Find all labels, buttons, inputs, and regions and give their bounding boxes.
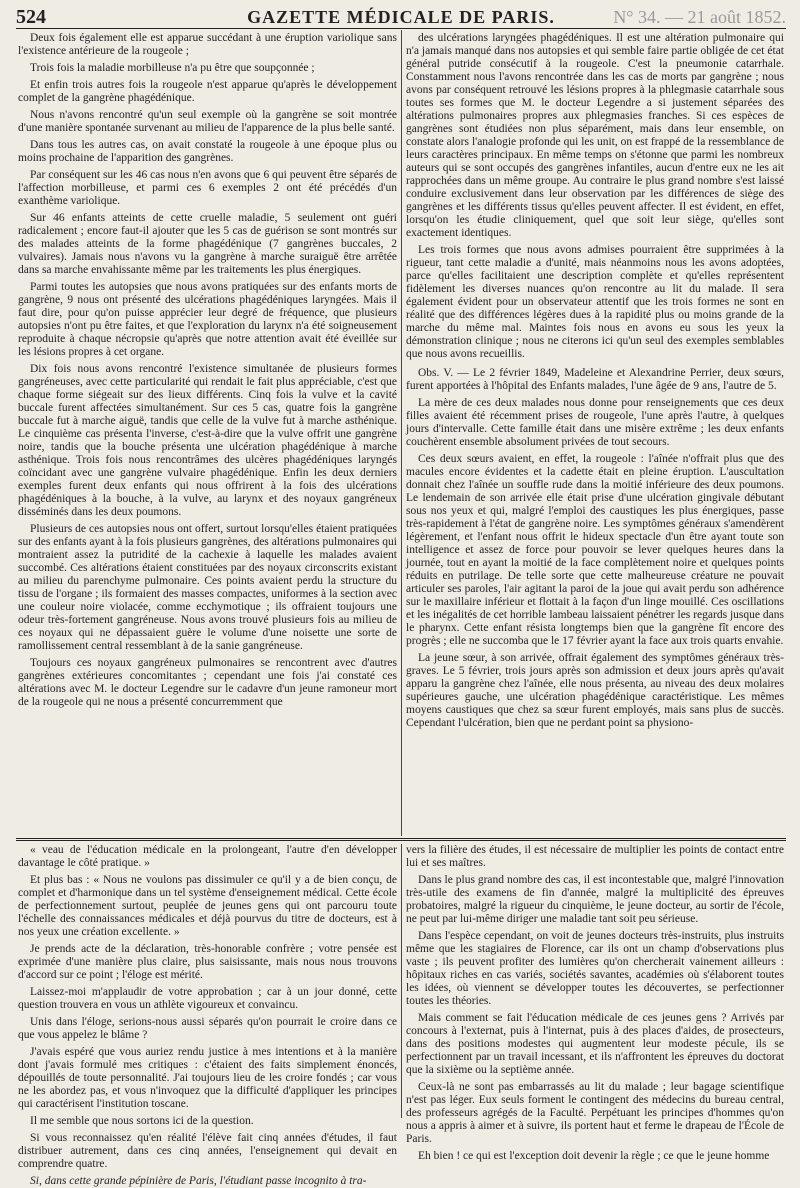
paragraph: Mais comment se fait l'éducation médicale de ces jeunes gens ? Arrivés par concours à l'externat, puis à l'internat, puis à des places d'aides, de prosecteurs, dans des positions modestes qui augmentent leur modeste pécule, ils se perfectionnent par un travail incessant, et ils n'affrontent les épreuves du doctorat que la sixième ou la septième année.	[406, 1012, 784, 1076]
paragraph: Eh bien ! ce qui est l'exception doit devenir la règle ; ce que le jeune homme	[418, 1150, 770, 1162]
column-divider	[401, 844, 402, 1118]
article-column-right	[406, 32, 784, 834]
paragraph: Toujours ces noyaux gangréneux pulmonaires se rencontrent avec d'autres gangrènes extérieures concomitantes ; cependant une fois j'ai constaté ces altérations avec M. le docteur Legendre sur le cadavre d'un jeune ramoneur mort de la rougeole qui ne nous a présenté concurremment que	[18, 657, 397, 708]
journal-title: GAZETTE MÉDICALE DE PARIS.	[247, 7, 555, 27]
paragraph: des ulcérations laryngées phagédéniques. Il est une altération pulmonaire qui n'a jamais manqué dans nos autopsies et qui semble faire partie obligée de cet état général putride consécutif à la rougeole. C'est la pneumonie catarrhale. Constamment nous l'avons rencontrée dans les cas de morts par gangrène ; nous avons par conséquent retrouvé les lésions propres à la phlegmasie catarrhale sous toutes ses formes que M. le docteur Legendre a si justement séparées des altérations pulmonaires propres aux phlegmasies franches. Si ces espèces de gangrènes sont étudiées non plus séparément, mais dans leur ensemble, on constate alors l'analogie profonde qui les unit, on est frappé de la ressemblance de leurs caractères principaux. En même temps on s'étonne que parmi les nombreux auteurs qui se sont occupés des gangrènes infantiles, aucun d'entre eux ne les ait rapprochées dans un même groupe. Au contraire le plus grand nombre s'est laissé conduire exclusivement dans leur observation par les différences de siège des gangrènes et les différents tissus qu'elles peuvent affecter. Il est évident, en effet, lorsqu'on les étudie cliniquement, quel que soit leur siège, qu'elles sont exactement identiques.	[406, 32, 784, 239]
section-divider	[16, 838, 786, 841]
paragraph: Dans l'espèce cependant, on voit de jeunes docteurs très-instruits, plus instruits même que les stagiaires de Florence, car ils ont un champ d'observations plus vaste ; ils peuvent profiter des lumières qu'on chercherait vainement ailleurs : hôpitaux riches en cas variés, sociétés savantes, académies où s'élaborent toutes les idées, où viennent se développer toutes les découvertes, se perfectionner toutes les théories.	[406, 930, 784, 1007]
paragraph: Par conséquent sur les 46 cas nous n'en avons que 6 qui peuvent être séparés de l'affection morbilleuse, et parmi ces 6 exemples 2 ont été précédés d'un exanthème variolique.	[18, 169, 397, 207]
paragraph: Il me semble que nous sortons ici de la question.	[30, 1115, 254, 1127]
paragraph: Unis dans l'éloge, serions-nous aussi séparés qu'on pourrait le croire dans ce que vous appelez le blâme ?	[18, 1016, 397, 1041]
paragraph: Les trois formes que nous avons admises pourraient être supprimées à la rigueur, tant cette maladie a d'unité, mais néanmoins nous les avons adoptées, parce qu'elles facilitaient une description complète et qu'elles représentent fidèlement les diverses nuances qu'on rencontre au lit du malade. Il sera également évident pour un observateur attentif que les trois formes ne sont en réalité que des différences légères dues à la rapidité plus ou moins grande de la marche du même mal. Maintes fois nous en avons eu sous les yeux la démonstration clinique ; nous ne citerons ici qu'un seul des exemples semblables que nous avons recueillis.	[406, 244, 784, 360]
paragraph: Parmi toutes les autopsies que nous avons pratiquées sur des enfants morts de gangrène, 9 nous ont présenté des ulcérations phagédéniques laryngées. Mais il faut dire, pour qu'on puisse apprécier leur degré de fréquence, que plusieurs autopsies n'ont pu être faites, et que l'exploration du larynx n'a été soigneusement reproduite à chaque nécropsie qu'après que notre attention avait été éveillée sur les lésions propres à cet organe.	[18, 281, 397, 358]
page-number: 524	[16, 6, 46, 28]
paragraph: Si, dans cette grande pépinière de Paris, l'étudiant passe incognito à tra-	[30, 1175, 367, 1187]
article-column-left	[18, 32, 397, 834]
paragraph: Si vous reconnaissez qu'en réalité l'élève fait cinq années d'études, il faut distribuer autrement, dans ces cinq années, l'enseignement qui devait en comprendre quatre.	[18, 1132, 397, 1170]
paragraph: Et enfin trois autres fois la rougeole n'est apparue qu'après le développement complet de la gangrène phagédénique.	[18, 79, 397, 104]
paragraph: Plusieurs de ces autopsies nous ont offert, surtout lorsqu'elles étaient pratiquées sur des enfants ayant à la fois plusieurs gangrènes, des altérations pulmonaires qui montraient assez la putridité de la cachexie à laquelle les malades avaient succombé. Ces altérations étaient constituées par des noyaux circonscrits existant au milieu du parenchyme pulmonaire. Ces points avaient perdu la structure du tissu de l'organe ; ils formaient des masses compactes, uniformes à la section avec une couleur noire violacée, comme ecchymotique ; ils offraient toujours une odeur très-fortement gangréneuse. Nous avons trouvé plusieurs fois au milieu de ces noyaux qui ne dépassaient guère le volume d'une noisette une sorte de ramollissement central ressemblant à de la sanie gangréneuse.	[18, 523, 397, 652]
paragraph: Et plus bas : « Nous ne voulons pas dissimuler ce qu'il y a de bien conçu, de complet et d'harmonique dans un tel système d'enseignement médical. Cette école de perfectionnement surtout, peuplée de jeunes gens qui ont parcouru toute l'échelle des connaissances médicales et déjà pourvus du titre de docteurs, est à nos yeux une création excellente. »	[18, 874, 397, 938]
paragraph: Deux fois également elle est apparue succédant à une éruption variolique sans l'existence antérieure de la rougeole ;	[18, 32, 397, 57]
observation-heading-paragraph: Obs. V. — Le 2 février 1849, Madeleine et Alexandrine Perrier, deux sœurs, furent apportées à l'hôpital des Enfants malades, l'une âgée de 9 ans, l'autre de 5.	[406, 367, 784, 392]
paragraph: Dans tous les autres cas, on avait constaté la rougeole à une époque plus ou moins prochaine de l'apparition des gangrènes.	[18, 139, 397, 164]
paragraph: Nous n'avons rencontré qu'un seul exemple où la gangrène se soit montrée d'une manière spontanée survenant au milieu de l'apparence de la plus belle santé.	[18, 109, 397, 134]
column-divider	[401, 30, 402, 836]
page-header	[16, 6, 786, 29]
paragraph: Dans le plus grand nombre des cas, il est incontestable que, malgré l'innovation très-utile des examens de fin d'année, malgré la multiplicité des épreuves probatoires, malgré la rigueur du cinquième, le jeune docteur, au sortir de l'école, ne peut par lui-même diriger une maladie tant soit peu sérieuse.	[406, 874, 784, 925]
paragraph: « veau de l'éducation médicale en la prolongeant, l'autre d'en développer davantage le côté pratique. »	[18, 844, 397, 869]
paragraph: La jeune sœur, à son arrivée, offrait également des symptômes généraux très-graves. Le 5 février, trois jours après son admission et deux jours après qu'avait apparu la gangrène chez l'aînée, elle nous présenta, au niveau des deux molaires supérieures gauche, une ulcération phagédénique caractéristique. Les mêmes moyens caustiques que chez sa sœur furent employés, mais sans plus de succès. Cependant l'ulcération, bien que ne perdant point sa physiono-	[406, 652, 784, 729]
paragraph: vers la filière des études, il est nécessaire de multiplier les points de contact entre lui et ses maîtres.	[406, 844, 784, 869]
paragraph: Trois fois la maladie morbilleuse n'a pu être que soupçonnée ;	[30, 62, 315, 74]
paragraph: Sur 46 enfants atteints de cette cruelle maladie, 5 seulement ont guéri radicalement ; encore faut-il ajouter que les 5 cas de guérison se sont montrés sur des malades atteints de la forme phagédénique (7 gangrènes buccales, 2 vulvaires). Jamais nous n'avons vu la gangrène à marche suraiguë être arrêtée dans sa marche envahissante même par les traitements les plus énergiques.	[18, 212, 397, 276]
issue-info: N° 34. — 21 août 1852.	[613, 7, 786, 27]
paragraph: Dix fois nous avons rencontré l'existence simultanée de plusieurs formes gangréneuses, avec cette particularité qui rendait le fait plus appréciable, c'est que chaque forme siégeait sur des lieux différents. Cinq fois la vulve et la cavité buccale furent affectées simultanément. Sur ces 5 cas, quatre fois la gangrène buccale fut à marche aiguë, tandis que celle de la vulve fut à marche asthénique. Le cinquième cas présenta l'inverse, c'est-à-dire que la vulve offrit une gangrène noire, tandis que la bouche présenta une ulcération phagédénique à marche asthénique. Trois fois nous rencontrâmes des ulcères phagédéniques laryngés coïncidant avec une gangrène vulvaire phagédénique. Enfin les deux derniers exemples furent deux enfants qui nous offrirent à la fois des ulcérations phagédéniques à la bouche, à la vulve, au larynx et des noyaux gangréneux disséminés dans les deux poumons.	[18, 363, 397, 518]
feuilleton-column-left	[18, 844, 397, 1187]
paragraph: Ces deux sœurs avaient, en effet, la rougeole : l'aînée n'offrait plus que des macules encore évidentes et la cadette était en pleine éruption. L'auscultation donnait chez l'aînée un souffle rude dans la moitié inférieure des deux poumons. Le lendemain de son arrivée elle était prise d'une ulcération gingivale débutant sous nos yeux et qui, malgré l'emploi des caustiques les plus énergiques, passe très-rapidement à l'état de gangrène noire. Les symptômes généraux s'amendèrent légèrement, et l'enfant nous offrit le hideux spectacle d'un être ayant toute son intelligence et assez de force pour pouvoir se lever quelques heures dans la journée, tout en ayant la moitié de la face complètement noire et quelques points réduits en putrilage. De telle sorte que cette malheureuse créature ne pouvait articuler ses paroles, l'air agitant la paroi de la joue qui avait perdu son adhérence sur le maxillaire inférieur et flottait à la façon d'un linge mouillé. Ces oscillations et les inégalités de cet horrible lambeau laissaient pénétrer les regards jusque dans le pharynx. Cette enfant résista longtemps bien que la gangrène fît encore des progrès ; elle ne succomba que le 17 février ayant la face aux trois quarts envahie.	[406, 453, 784, 647]
paragraph: Laissez-moi m'applaudir de votre approbation ; car à un jour donné, cette question trouvera en vous un athlète vigoureux et convaincu.	[18, 986, 397, 1011]
feuilleton-column-right	[406, 844, 784, 1162]
paragraph: Ceux-là ne sont pas embarrassés au lit du malade ; leur bagage scientifique n'est pas léger. Eux seuls forment le contingent des médecins du bureau central, des professeurs agrégés de la Faculté. Perpétuant les principes d'hommes qu'on nous a appris à aimer et à suivre, ils portent haut et ferme le drapeau de l'École de Paris.	[406, 1081, 784, 1145]
paragraph: Je prends acte de la déclaration, très-honorable confrère ; votre pensée est exprimée d'une manière plus claire, plus saisissante, mais nous nous trouvons d'accord sur ce point ; l'éloge est mérité.	[18, 943, 397, 981]
paragraph: La mère de ces deux malades nous donne pour renseignements que ces deux filles avaient été récemment prises de rougeole, l'une après l'autre, à quelques jours d'intervalle. Cette famille était dans une misère extrême ; les deux enfants couchèrent ensemble absolument privées de tout secours.	[406, 397, 784, 448]
paragraph: J'avais espéré que vous auriez rendu justice à mes intentions et à la manière dont j'avais formulé mes critiques : c'étaient des faits simplement énoncés, dépouillés de toute personnalité. J'ai toujours lieu de les croire fondés ; car vous ne les abordez pas, et vous n'invoquez que la difficulté d'appliquer les principes qui caractérisent l'institution toscane.	[18, 1046, 397, 1110]
